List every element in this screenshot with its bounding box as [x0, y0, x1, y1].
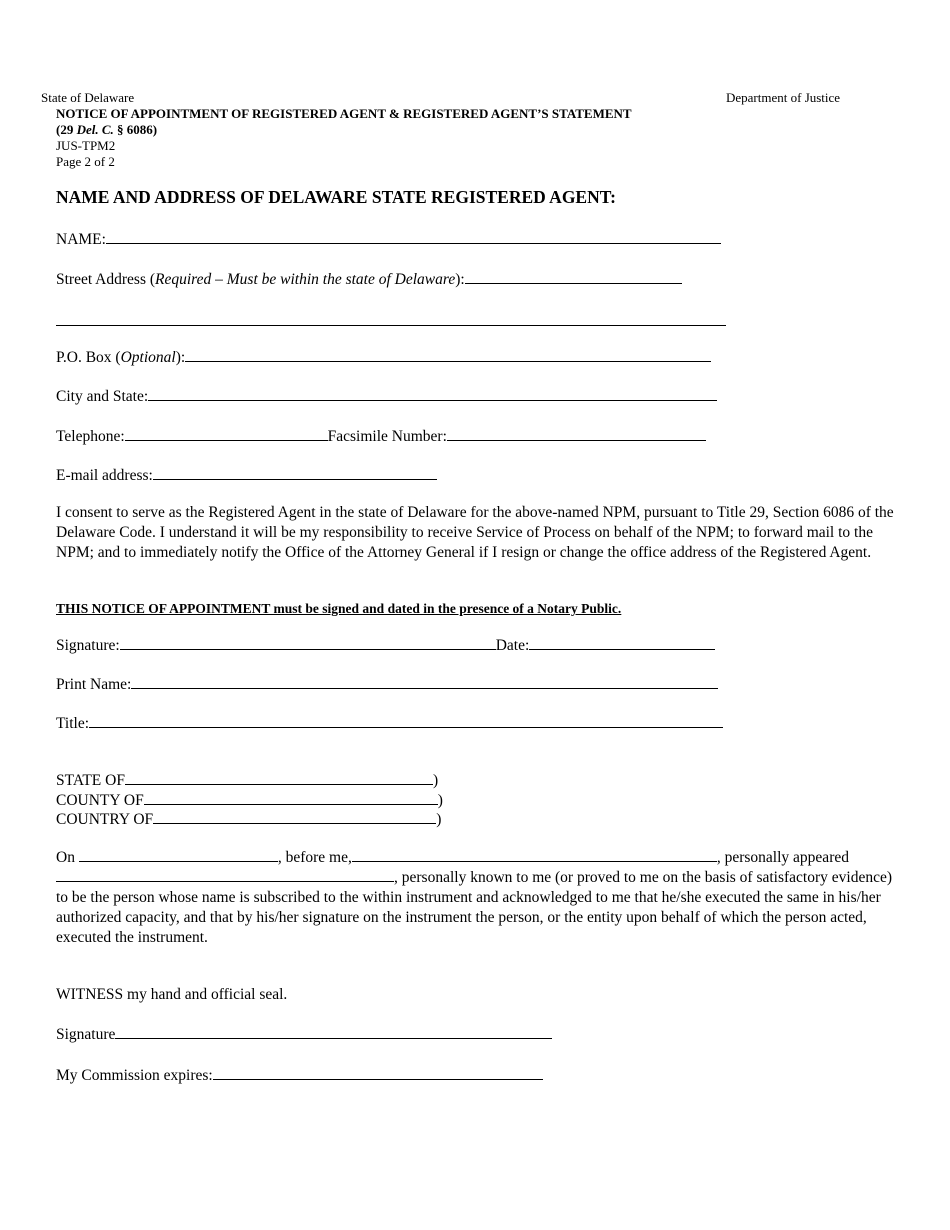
notary-notice: THIS NOTICE OF APPOINTMENT must be signed and dated in the presence of a Notary Public.: [56, 601, 622, 616]
notary-before-me-line[interactable]: [352, 848, 717, 862]
name-label: NAME:: [56, 231, 106, 248]
country-of-input-line[interactable]: [153, 822, 436, 824]
country-of-paren: ): [436, 811, 442, 828]
email-label: E-mail address:: [56, 467, 153, 484]
city-state-label: City and State:: [56, 388, 149, 405]
telephone-fax-row: [56, 428, 706, 446]
state-of-paren: ): [432, 772, 439, 789]
state-of-row: [56, 772, 438, 790]
commission-row: [56, 1067, 543, 1085]
email-row: [56, 467, 437, 485]
print-name-input-line[interactable]: [131, 687, 718, 689]
section-title: NAME AND ADDRESS OF DELAWARE STATE REGISTERED AGENT:: [56, 187, 616, 207]
form-citation: (29 Del. C. § 6086): [56, 122, 158, 137]
state-of-label: STATE OF: [56, 772, 125, 789]
notary-signature-input-line[interactable]: [115, 1037, 552, 1039]
country-of-row: [56, 811, 441, 829]
street-address-row: [56, 271, 682, 289]
notary-signature-label: Signature: [56, 1026, 116, 1043]
street-address-second-line[interactable]: [56, 325, 726, 326]
notary-acknowledgement: On , before me, , personally appeared , personally known to me (or proved to me on the basis of satisfactory evidence) to be the person whose name is subscribed to the within instrument and acknowledged to me that he/she executed the same in his/her authorized capacity, and that by his/her signature on the instrument the person, or the entity upon behalf of which the person acted, executed the instrument.: [56, 849, 893, 946]
form-id: JUS-TPM2: [56, 138, 116, 153]
header-department-label: Department of Justice: [726, 90, 841, 105]
county-of-row: [56, 792, 443, 810]
telephone-input-line[interactable]: [125, 439, 328, 441]
print-name-label: Print Name:: [56, 676, 132, 693]
county-of-input-line[interactable]: [144, 803, 438, 805]
telephone-label: Telephone:: [56, 428, 125, 445]
facsimile-label: Facsimile Number:: [327, 428, 447, 445]
consent-paragraph: I consent to serve as the Registered Agent in the state of Delaware for the above-named NPM, pursuant to Title 29, Section 6086 of the Delaware Code. I understand it will be my responsibility to receive Service of Process on behalf of the NPM; to forward mail to the NPM; and to immediately notify the Office of the Attorney General if I resign or change the office address of the Registered Agent.: [56, 504, 894, 561]
date-input-line[interactable]: [529, 648, 715, 650]
title-label: Title:: [56, 715, 90, 732]
title-row: [56, 715, 723, 733]
notary-signature-row: [56, 1026, 552, 1044]
page-number: Page 2 of 2: [56, 154, 115, 169]
po-box-label: P.O. Box (Optional):: [56, 349, 186, 366]
commission-input-line[interactable]: [213, 1078, 543, 1080]
email-input-line[interactable]: [153, 478, 437, 480]
po-box-row: [56, 349, 711, 367]
form-title: NOTICE OF APPOINTMENT OF REGISTERED AGENT & REGISTERED AGENT’S STATEMENT: [56, 106, 632, 121]
notary-appeared-person-line[interactable]: [56, 868, 394, 882]
header-state-label: State of Delaware: [41, 90, 135, 105]
name-row: [56, 231, 721, 249]
state-of-input-line[interactable]: [125, 783, 433, 785]
signature-date-row: [56, 637, 715, 655]
signature-input-line[interactable]: [120, 648, 496, 650]
street-address-input-line[interactable]: [465, 282, 682, 284]
street-address-label: Street Address (Required – Must be within the state of Delaware):: [56, 271, 465, 288]
notary-on-date-line[interactable]: [79, 848, 278, 862]
name-input-line[interactable]: [106, 242, 721, 244]
commission-label: My Commission expires:: [56, 1067, 213, 1084]
title-input-line[interactable]: [89, 726, 723, 728]
city-state-input-line[interactable]: [148, 399, 717, 401]
print-name-row: [56, 676, 718, 694]
date-label: Date:: [495, 637, 530, 654]
po-box-input-line[interactable]: [185, 360, 711, 362]
county-of-paren: ): [437, 792, 443, 809]
country-of-label: COUNTRY OF: [56, 811, 154, 828]
witness-statement: WITNESS my hand and official seal.: [56, 986, 288, 1003]
city-state-row: [56, 388, 717, 406]
signature-label: Signature:: [56, 637, 120, 654]
facsimile-input-line[interactable]: [447, 439, 706, 441]
county-of-label: COUNTY OF: [56, 792, 144, 809]
